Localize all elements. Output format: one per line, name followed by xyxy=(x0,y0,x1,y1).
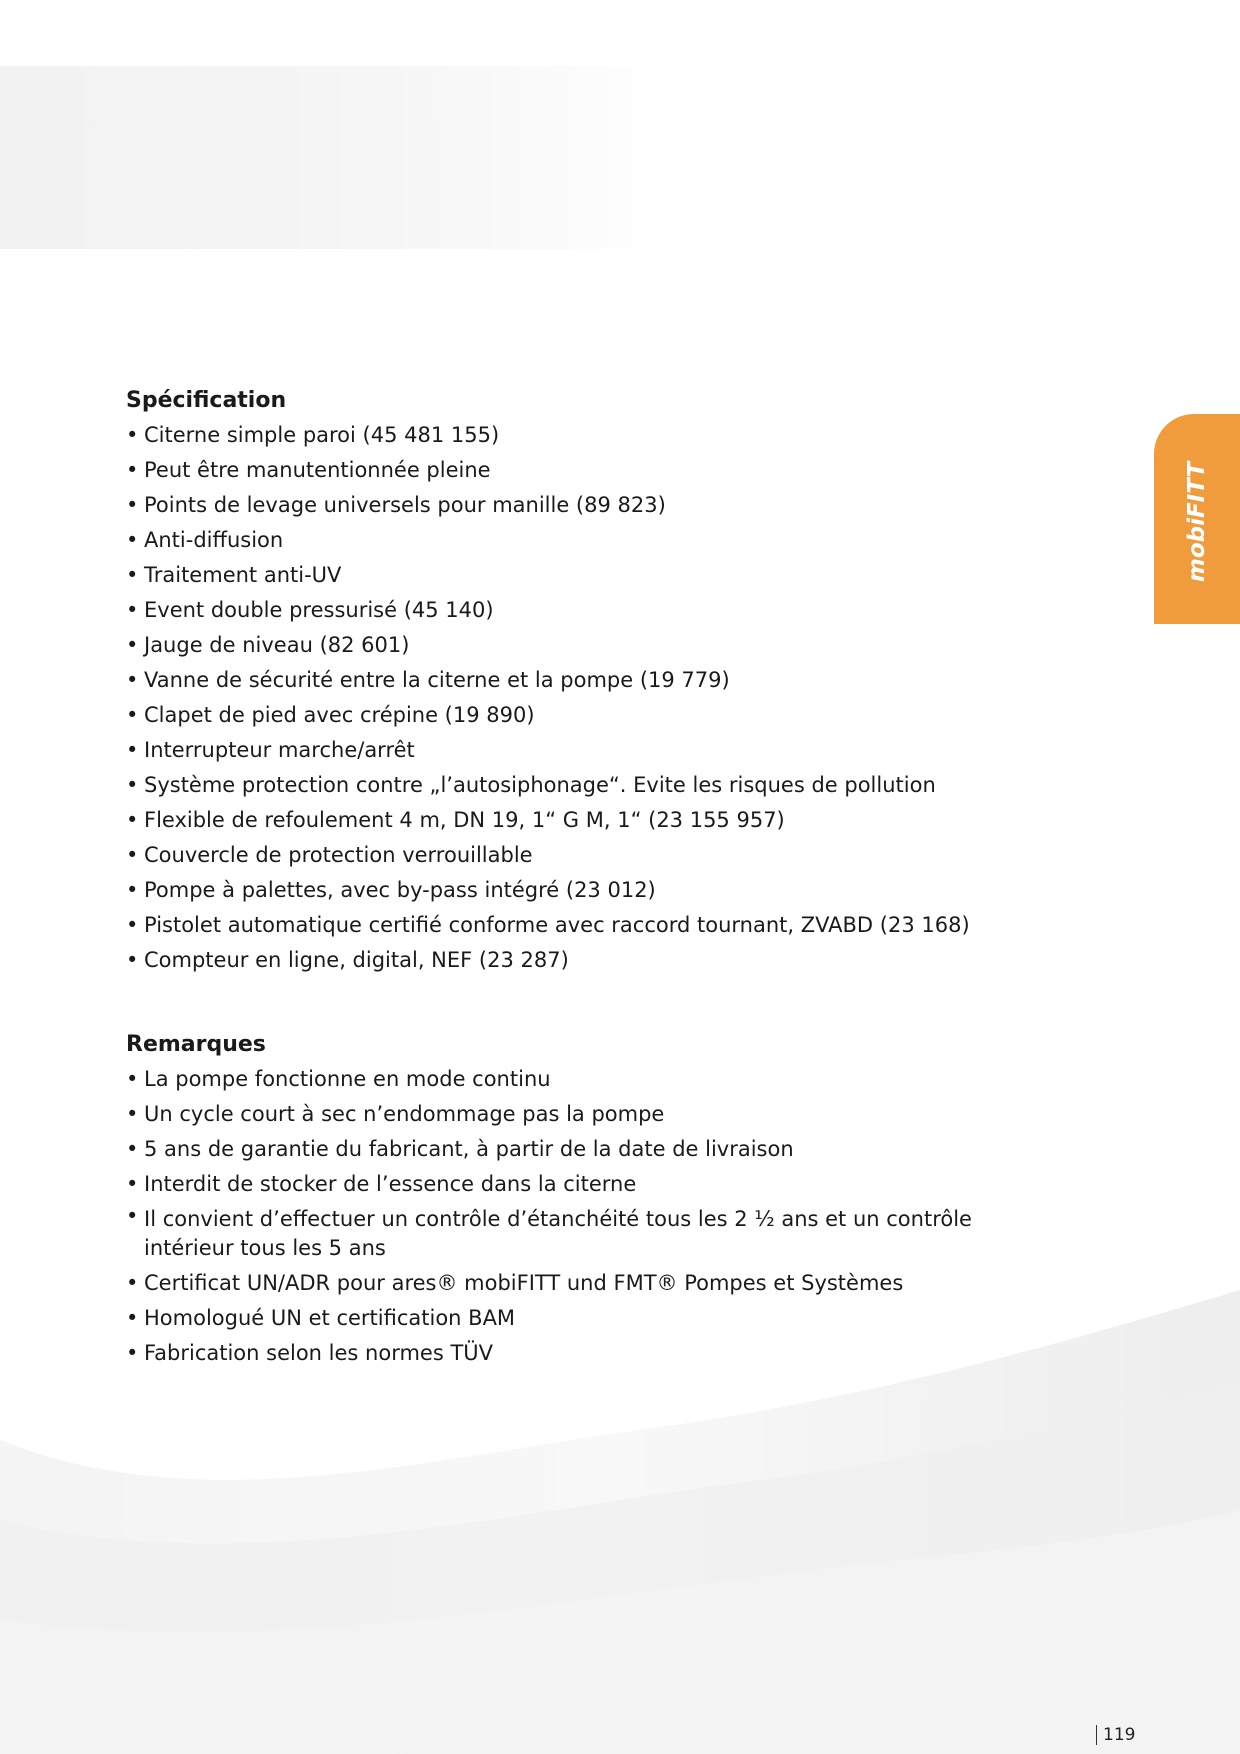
list-item: • Vanne de sécurité entre la citerne et la pompe (19 779) xyxy=(126,663,1066,698)
list-item: • Fabrication selon les normes TÜV xyxy=(126,1336,1066,1371)
list-item: • Un cycle court à sec n’endommage pas la pompe xyxy=(126,1097,1066,1132)
page-content xyxy=(126,384,1066,1371)
specification-heading: Spécification xyxy=(126,388,287,413)
section-tab xyxy=(1154,414,1240,624)
list-item: • Homologué UN et certification BAM xyxy=(126,1301,1066,1336)
specification-list xyxy=(126,418,1066,978)
list-item: • Citerne simple paroi (45 481 155) xyxy=(126,418,1066,453)
list-item: • Compteur en ligne, digital, NEF (23 287) xyxy=(126,943,1066,978)
list-item: • Clapet de pied avec crépine (19 890) xyxy=(126,698,1066,733)
list-item: • La pompe fonctionne en mode continu xyxy=(126,1062,1066,1097)
list-item: • Event double pressurisé (45 140) xyxy=(126,593,1066,628)
list-item: • Interrupteur marche/arrêt xyxy=(126,733,1066,768)
remarks-heading: Remarques xyxy=(126,1032,266,1057)
remarks-list xyxy=(126,1062,1066,1371)
list-item: • Anti-diffusion xyxy=(126,523,1066,558)
list-item: • Couvercle de protection verrouillable xyxy=(126,838,1066,873)
list-item: • Interdit de stocker de l’essence dans la citerne xyxy=(126,1167,1066,1202)
section-tab-label: mobiFITT xyxy=(1184,461,1210,583)
list-item: • Peut être manutentionnée pleine xyxy=(126,453,1066,488)
list-item: • Pompe à palettes, avec by-pass intégré (23 012) xyxy=(126,873,1066,908)
list-item: • Traitement anti-UV xyxy=(126,558,1066,593)
list-item: • 5 ans de garantie du fabricant, à partir de la date de livraison xyxy=(126,1132,1066,1167)
page-number: 119 xyxy=(1096,1725,1135,1745)
list-item: • Flexible de refoulement 4 m, DN 19, 1“ G M, 1“ (23 155 957) xyxy=(126,803,1066,838)
list-item: • Système protection contre „l’autosiphonage“. Evite les risques de pollution xyxy=(126,768,1066,803)
list-item: • Jauge de niveau (82 601) xyxy=(126,628,1066,663)
list-item: • Certificat UN/ADR pour ares® mobiFITT und FMT® Pompes et Systèmes xyxy=(126,1266,1066,1301)
list-item: • Pistolet automatique certifié conforme avec raccord tournant, ZVABD (23 168) xyxy=(126,908,1066,943)
list-item: • Points de levage universels pour manille (89 823) xyxy=(126,488,1066,523)
list-item: • Il convient d’effectuer un contrôle d’étanchéité tous les 2 ½ ans et un contrôle intérieur tous les 5 ans xyxy=(126,1202,1066,1266)
header-image-placeholder xyxy=(0,66,676,249)
